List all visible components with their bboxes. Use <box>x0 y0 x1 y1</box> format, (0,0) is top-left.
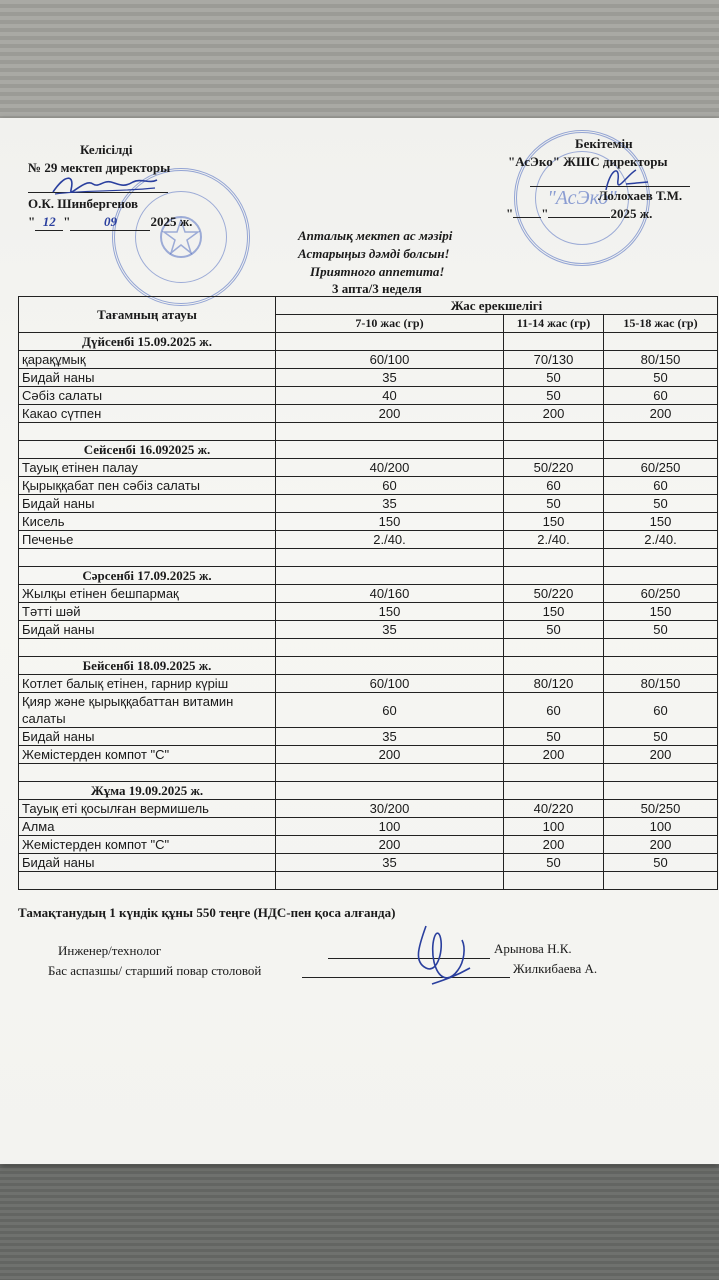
portion-age-group-3: 2./40. <box>604 531 718 549</box>
empty-cell <box>604 639 718 657</box>
portion-age-group-3: 60 <box>604 387 718 405</box>
table-header-row <box>19 297 718 315</box>
dish-name: Бидай наны <box>19 495 276 513</box>
portion-age-group-3: 150 <box>604 513 718 531</box>
dish-name: Кисель <box>19 513 276 531</box>
dish-name: Бидай наны <box>19 369 276 387</box>
day-label: Бейсенбі 18.09.2025 ж. <box>19 657 276 675</box>
portion-age-group-3: 200 <box>604 836 718 854</box>
portion-age-group-3: 60/250 <box>604 459 718 477</box>
col-header-age-3: 15-18 жас (гр) <box>604 315 718 333</box>
portion-age-group-1: 150 <box>276 513 504 531</box>
portion-age-group-1: 35 <box>276 728 504 746</box>
engineer-name: Арынова Н.К. <box>494 941 572 956</box>
portion-age-group-1: 30/200 <box>276 800 504 818</box>
engineer-signature-icon <box>404 918 484 990</box>
table-row <box>19 836 718 854</box>
empty-cell <box>604 872 718 890</box>
portion-age-group-1: 35 <box>276 621 504 639</box>
portion-age-group-1: 200 <box>276 746 504 764</box>
empty-cell <box>19 764 276 782</box>
background-top <box>0 0 719 120</box>
stamp-company-text: "АсЭко" <box>547 186 617 209</box>
empty-cell <box>19 639 276 657</box>
cook-role: Бас аспазшы/ старший повар столовой <box>48 963 262 978</box>
approve-left-date <box>28 214 192 231</box>
table-row <box>19 693 718 728</box>
empty-cell <box>504 441 604 459</box>
col-header-age-1: 7-10 жас (гр) <box>276 315 504 333</box>
portion-age-group-3: 50 <box>604 495 718 513</box>
table-row <box>19 854 718 872</box>
portion-age-group-3: 60/250 <box>604 585 718 603</box>
menu-greeting-ru: Приятного аппетита! <box>310 264 445 279</box>
table-row <box>19 728 718 746</box>
col-header-age-2: 11-14 жас (гр) <box>504 315 604 333</box>
empty-cell <box>604 567 718 585</box>
empty-cell <box>19 549 276 567</box>
portion-age-group-1: 2./40. <box>276 531 504 549</box>
background-bottom <box>0 1162 719 1280</box>
day-label: Жұма 19.09.2025 ж. <box>19 782 276 800</box>
engineer-role: Инженер/технолог <box>58 943 162 958</box>
portion-age-group-2: 80/120 <box>504 675 604 693</box>
empty-cell <box>276 657 504 675</box>
empty-cell <box>504 423 604 441</box>
dish-name: Сәбіз салаты <box>19 387 276 405</box>
portion-age-group-3: 80/150 <box>604 351 718 369</box>
right-date-quote-open: " <box>506 206 514 221</box>
daily-cost: Тамақтанудың 1 күндік құны 550 теңге (НДС-пен қоса алғанда) <box>18 905 396 920</box>
dish-name: қарақұмық <box>19 351 276 369</box>
empty-cell <box>504 764 604 782</box>
portion-age-group-1: 35 <box>276 369 504 387</box>
portion-age-group-1: 100 <box>276 818 504 836</box>
dish-name: Қияр және қырыққабаттан витамин салаты <box>19 693 276 728</box>
portion-age-group-1: 40 <box>276 387 504 405</box>
empty-cell <box>604 764 718 782</box>
approve-right-title: Бекітемін <box>575 136 633 151</box>
empty-cell <box>604 333 718 351</box>
date-month: 09 <box>70 214 150 231</box>
portion-age-group-1: 60 <box>276 693 504 728</box>
empty-cell <box>504 333 604 351</box>
empty-cell <box>276 333 504 351</box>
portion-age-group-2: 50 <box>504 854 604 872</box>
empty-cell <box>604 423 718 441</box>
day-label: Сейсенбі 16.092025 ж. <box>19 441 276 459</box>
cook-name: Жилкибаева А. <box>513 961 598 976</box>
portion-age-group-3: 50 <box>604 854 718 872</box>
empty-cell <box>276 441 504 459</box>
portion-age-group-1: 200 <box>276 836 504 854</box>
empty-cell <box>19 423 276 441</box>
portion-age-group-2: 40/220 <box>504 800 604 818</box>
portion-age-group-3: 80/150 <box>604 675 718 693</box>
dish-name: Котлет балық етінен, гарнир күріш <box>19 675 276 693</box>
portion-age-group-1: 40/200 <box>276 459 504 477</box>
spacer-row <box>19 764 718 782</box>
portion-age-group-3: 50/250 <box>604 800 718 818</box>
empty-cell <box>276 423 504 441</box>
portion-age-group-1: 60 <box>276 477 504 495</box>
portion-age-group-2: 2./40. <box>504 531 604 549</box>
portion-age-group-3: 100 <box>604 818 718 836</box>
menu-greeting-kk: Астарыңыз дәмді болсын! <box>298 246 450 261</box>
portion-age-group-2: 50/220 <box>504 585 604 603</box>
spacer-row <box>19 872 718 890</box>
table-row <box>19 495 718 513</box>
portion-age-group-2: 150 <box>504 513 604 531</box>
table-row <box>19 621 718 639</box>
date-quote-close: " <box>63 214 71 229</box>
empty-cell <box>504 549 604 567</box>
approve-right-role: "АсЭко" ЖШС директоры <box>508 154 668 169</box>
spacer-row <box>19 549 718 567</box>
approve-right-date <box>506 206 652 222</box>
portion-age-group-2: 150 <box>504 603 604 621</box>
portion-age-group-3: 50 <box>604 621 718 639</box>
table-row <box>19 818 718 836</box>
empty-cell <box>276 764 504 782</box>
dish-name: Қырыққабат пен сәбіз салаты <box>19 477 276 495</box>
portion-age-group-1: 35 <box>276 495 504 513</box>
day-header-row <box>19 657 718 675</box>
table-row <box>19 800 718 818</box>
portion-age-group-2: 50 <box>504 387 604 405</box>
portion-age-group-2: 50 <box>504 621 604 639</box>
table-row <box>19 603 718 621</box>
day-header-row <box>19 567 718 585</box>
dish-name: Бидай наны <box>19 728 276 746</box>
approve-left-role: № 29 мектеп директоры <box>28 160 171 175</box>
empty-cell <box>504 567 604 585</box>
menu-table <box>18 296 718 890</box>
table-row <box>19 746 718 764</box>
dish-name: Алма <box>19 818 276 836</box>
portion-age-group-2: 100 <box>504 818 604 836</box>
portion-age-group-2: 50/220 <box>504 459 604 477</box>
empty-cell <box>604 657 718 675</box>
date-day: 12 <box>35 214 63 231</box>
empty-cell <box>504 872 604 890</box>
empty-cell <box>604 549 718 567</box>
empty-cell <box>276 782 504 800</box>
portion-age-group-2: 50 <box>504 728 604 746</box>
table-row <box>19 351 718 369</box>
dish-name: Жылқы етінен бешпармақ <box>19 585 276 603</box>
portion-age-group-2: 70/130 <box>504 351 604 369</box>
portion-age-group-3: 150 <box>604 603 718 621</box>
dish-name: Печенье <box>19 531 276 549</box>
dish-name: Какао сүтпен <box>19 405 276 423</box>
portion-age-group-3: 60 <box>604 693 718 728</box>
portion-age-group-2: 60 <box>504 477 604 495</box>
menu-week: 3 апта/3 неделя <box>332 281 422 296</box>
empty-cell <box>504 639 604 657</box>
table-row <box>19 585 718 603</box>
portion-age-group-1: 150 <box>276 603 504 621</box>
portion-age-group-2: 50 <box>504 369 604 387</box>
empty-cell <box>604 441 718 459</box>
table-row <box>19 513 718 531</box>
approve-left-name: О.К. Шинбергенов <box>28 196 139 211</box>
day-label: Дүйсенбі 15.09.2025 ж. <box>19 333 276 351</box>
menu-title: Апталық мектеп ас мәзірі <box>298 228 453 243</box>
portion-age-group-1: 60/100 <box>276 675 504 693</box>
col-header-age: Жас ерекшелігі <box>276 297 718 315</box>
portion-age-group-2: 200 <box>504 746 604 764</box>
approve-left-title: Келісілді <box>80 142 133 157</box>
portion-age-group-2: 200 <box>504 405 604 423</box>
portion-age-group-1: 200 <box>276 405 504 423</box>
dish-name: Бидай наны <box>19 621 276 639</box>
day-label: Сәрсенбі 17.09.2025 ж. <box>19 567 276 585</box>
spacer-row <box>19 423 718 441</box>
dish-name: Бидай наны <box>19 854 276 872</box>
right-date-year: 2025 ж. <box>610 206 653 221</box>
portion-age-group-2: 60 <box>504 693 604 728</box>
empty-cell <box>604 782 718 800</box>
day-header-row <box>19 782 718 800</box>
date-year: 2025 ж. <box>150 214 193 229</box>
portion-age-group-3: 200 <box>604 405 718 423</box>
portion-age-group-3: 60 <box>604 477 718 495</box>
portion-age-group-1: 40/160 <box>276 585 504 603</box>
portion-age-group-2: 50 <box>504 495 604 513</box>
empty-cell <box>276 872 504 890</box>
portion-age-group-3: 200 <box>604 746 718 764</box>
col-header-name: Тағамның атауы <box>19 297 276 333</box>
right-date-quote-close: " <box>541 206 549 221</box>
dish-name: Тауық етінен палау <box>19 459 276 477</box>
day-header-row <box>19 441 718 459</box>
table-row <box>19 531 718 549</box>
approve-right-name: Лолохаев Т.М. <box>598 188 683 203</box>
empty-cell <box>276 549 504 567</box>
dish-name: Тауық еті қосылған вермишель <box>19 800 276 818</box>
empty-cell <box>276 639 504 657</box>
dish-name: Жемістерден компот "С" <box>19 836 276 854</box>
table-row <box>19 477 718 495</box>
table-row <box>19 675 718 693</box>
table-row <box>19 459 718 477</box>
empty-cell <box>504 782 604 800</box>
empty-cell <box>19 872 276 890</box>
table-row <box>19 387 718 405</box>
dish-name: Жемістерден компот "С" <box>19 746 276 764</box>
spacer-row <box>19 639 718 657</box>
day-header-row <box>19 333 718 351</box>
empty-cell <box>504 657 604 675</box>
table-row <box>19 369 718 387</box>
table-row <box>19 405 718 423</box>
portion-age-group-3: 50 <box>604 369 718 387</box>
portion-age-group-1: 35 <box>276 854 504 872</box>
portion-age-group-2: 200 <box>504 836 604 854</box>
dish-name: Тәтті шәй <box>19 603 276 621</box>
date-quote-open: " <box>28 214 36 229</box>
empty-cell <box>276 567 504 585</box>
portion-age-group-1: 60/100 <box>276 351 504 369</box>
portion-age-group-3: 50 <box>604 728 718 746</box>
